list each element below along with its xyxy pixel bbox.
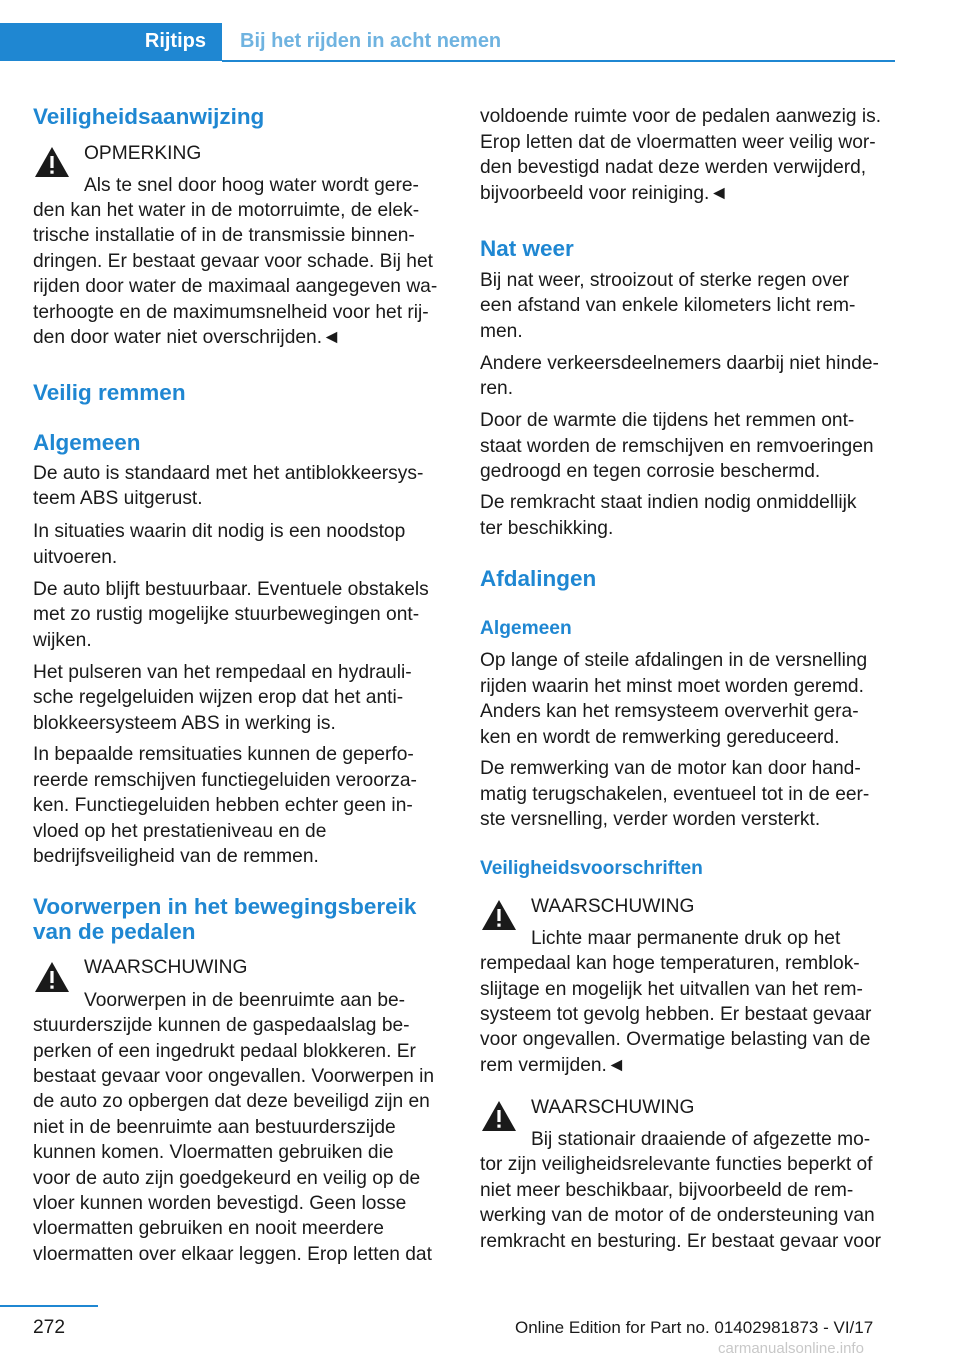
page-number: 272 bbox=[33, 1317, 66, 1338]
warning-line: voor de auto zijn goedgekeurd en veilig op de bbox=[33, 1168, 421, 1189]
paragraph-line: vloed op het prestatieniveau en de bbox=[33, 821, 327, 842]
warning-line: de auto zo opbergen dat deze beveiligd zijn en bbox=[33, 1091, 430, 1112]
paragraph-line: De auto blijft bestuurbaar. Eventuele obstakels bbox=[33, 579, 429, 600]
section-title: Bij het rijden in acht nemen bbox=[240, 30, 502, 52]
paragraph-line: ken en wordt de remwerking gereduceerd. bbox=[480, 727, 840, 748]
heading-voorwerpen: Voorwerpen in het bewegingsbereik bbox=[33, 894, 417, 919]
header-rule bbox=[222, 60, 895, 62]
paragraph-line: teem ABS uitgerust. bbox=[33, 488, 203, 509]
paragraph-line: een afstand van enkele kilometers licht rem- bbox=[480, 295, 856, 316]
page-header bbox=[0, 0, 960, 62]
paragraph-line: den bevestigd nadat deze werden verwijderd, bbox=[480, 157, 867, 178]
warning-line: perken of een ingedrukt pedaal blokkeren. Er bbox=[33, 1041, 416, 1062]
warning-line: vloer kunnen worden bevestigd. Geen losse bbox=[33, 1193, 407, 1214]
notice-line: den kan het water in de motorruimte, de elek- bbox=[33, 200, 420, 221]
paragraph-line: met zo rustig mogelijke stuurbewegingen ont- bbox=[33, 604, 420, 625]
warning-line: bestaat gevaar voor ongevallen. Voorwerpen in bbox=[33, 1066, 435, 1087]
edition-info: Online Edition for Part no. 01402981873 - VI/17 bbox=[515, 1318, 874, 1337]
paragraph-line: rijden waarin het minst moet worden geremd. bbox=[480, 676, 864, 697]
warning-line: remkracht en besturing. Er bestaat gevaar voor bbox=[480, 1231, 882, 1252]
warning-line: vloermatten over elkaar leggen. Erop letten dat bbox=[33, 1244, 432, 1265]
watermark: carmanualsonline.info bbox=[718, 1340, 864, 1357]
paragraph-line: bijvoorbeeld voor reiniging.◄ bbox=[480, 183, 729, 204]
warning-line: werking van de motor of de ondersteuning van bbox=[480, 1205, 875, 1226]
warning-line: systeem tot gevolg hebben. Er bestaat gevaar bbox=[480, 1004, 872, 1025]
paragraph-line: reerde remschijven functiegeluiden veroorza- bbox=[33, 770, 417, 791]
paragraph-line: wijken. bbox=[33, 630, 92, 651]
warning-line: kunnen komen. Vloermatten gebruiken die bbox=[33, 1142, 394, 1163]
paragraph-line: Het pulseren van het rempedaal en hydrauli- bbox=[33, 662, 412, 683]
warning-triangle-icon bbox=[480, 898, 518, 932]
notice-line: dringen. Er bestaat gevaar voor schade. Bij het bbox=[33, 251, 433, 272]
notice-line: den door water niet overschrijden.◄ bbox=[33, 327, 342, 348]
warning-label: WAARSCHUWING bbox=[84, 957, 248, 978]
notice-label: OPMERKING bbox=[84, 143, 202, 164]
notice-line: terhoogte en de maximumsnelheid voor het rij- bbox=[33, 302, 429, 323]
paragraph-line: sche regelgeluiden wijzen erop dat het anti- bbox=[33, 687, 404, 708]
warning-label: WAARSCHUWING bbox=[531, 1097, 695, 1118]
paragraph-line: De auto is standaard met het antiblokkeersys- bbox=[33, 463, 424, 484]
warning-line: slijtage en mogelijk het uitvallen van het rem- bbox=[480, 979, 863, 1000]
heading-nat-weer: Nat weer bbox=[480, 236, 574, 261]
heading-voorwerpen-cont: van de pedalen bbox=[33, 919, 196, 944]
paragraph-line: In bepaalde remsituaties kunnen de geperfo- bbox=[33, 744, 414, 765]
notice-line: Als te snel door hoog water wordt gere- bbox=[84, 175, 419, 196]
heading-veiligheidsaanwijzing: Veiligheidsaanwijzing bbox=[33, 104, 265, 129]
paragraph-line: uitvoeren. bbox=[33, 547, 118, 568]
paragraph-line: Erop letten dat de vloermatten weer veilig wor- bbox=[480, 132, 876, 153]
paragraph-line: Bij nat weer, strooizout of sterke regen over bbox=[480, 270, 850, 291]
subheading-algemeen: Algemeen bbox=[480, 618, 572, 639]
paragraph-line: blokkeersysteem ABS in werking is. bbox=[33, 713, 336, 734]
paragraph-line: men. bbox=[480, 321, 523, 342]
paragraph-line: Andere verkeersdeelnemers daarbij niet hinde- bbox=[480, 353, 879, 374]
warning-line: voor ongevallen. Overmatige belasting van de bbox=[480, 1029, 871, 1050]
warning-triangle-icon bbox=[480, 1099, 518, 1133]
paragraph-line: Door de warmte die tijdens het remmen ont- bbox=[480, 410, 855, 431]
warning-line: Voorwerpen in de beenruimte aan be- bbox=[84, 990, 406, 1011]
warning-label: WAARSCHUWING bbox=[531, 896, 695, 917]
heading-veilig-remmen: Veilig remmen bbox=[33, 380, 186, 405]
subheading-veiligheidsvoorschriften: Veiligheidsvoorschriften bbox=[480, 858, 703, 879]
warning-line: tor zijn veiligheidsrelevante functies beperkt of bbox=[480, 1154, 873, 1175]
warning-triangle-icon bbox=[33, 145, 71, 179]
chapter-tab bbox=[0, 23, 222, 61]
paragraph-line: bedrijfsveiligheid van de remmen. bbox=[33, 846, 319, 867]
chapter-title: Rijtips bbox=[144, 30, 206, 52]
paragraph-line: ste versnelling, verder worden versterkt. bbox=[480, 809, 821, 830]
paragraph-line: De remkracht staat indien nodig onmiddellijk bbox=[480, 492, 857, 513]
paragraph-line: ken. Functiegeluiden hebben echter geen in- bbox=[33, 795, 413, 816]
paragraph-line: De remwerking van de motor kan door hand- bbox=[480, 758, 861, 779]
warning-line: vloermatten gebruiken en nooit meerdere bbox=[33, 1218, 384, 1239]
paragraph-line: matig terugschakelen, eventueel tot in de eer- bbox=[480, 784, 870, 805]
heading-afdalingen: Afdalingen bbox=[480, 566, 597, 591]
paragraph-line: ren. bbox=[480, 378, 514, 399]
paragraph-line: In situaties waarin dit nodig is een noodstop bbox=[33, 521, 406, 542]
heading-algemeen: Algemeen bbox=[33, 430, 141, 455]
notice-line: trische installatie of in de transmissie binnen- bbox=[33, 225, 415, 246]
paragraph-line: ter beschikking. bbox=[480, 518, 614, 539]
warning-line: Bij stationair draaiende of afgezette mo- bbox=[531, 1129, 871, 1150]
warning-line: niet meer beschikbaar, bijvoorbeeld de rem- bbox=[480, 1180, 854, 1201]
warning-line: rempedaal kan hoge temperaturen, remblok- bbox=[480, 953, 860, 974]
warning-line: stuurderszijde kunnen de gaspedaalslag be- bbox=[33, 1015, 410, 1036]
warning-line: niet in de beenruimte aan bestuurderszijde bbox=[33, 1117, 396, 1138]
warning-triangle-icon bbox=[33, 960, 71, 994]
paragraph-line: staat worden de remschijven en remvoeringen bbox=[480, 436, 874, 457]
notice-line: rijden door water de maximaal aangegeven wa- bbox=[33, 276, 438, 297]
paragraph-line: gedroogd en tegen corrosie beschermd. bbox=[480, 461, 821, 482]
footer-rule bbox=[0, 1305, 98, 1307]
warning-line: Lichte maar permanente druk op het bbox=[531, 928, 841, 949]
paragraph-line: Op lange of steile afdalingen in de versnelling bbox=[480, 650, 868, 671]
paragraph-line: voldoende ruimte voor de pedalen aanwezig is. bbox=[480, 106, 882, 127]
paragraph-line: Anders kan het remsysteem oververhit gera- bbox=[480, 701, 859, 722]
warning-line: rem vermijden.◄ bbox=[480, 1055, 626, 1076]
